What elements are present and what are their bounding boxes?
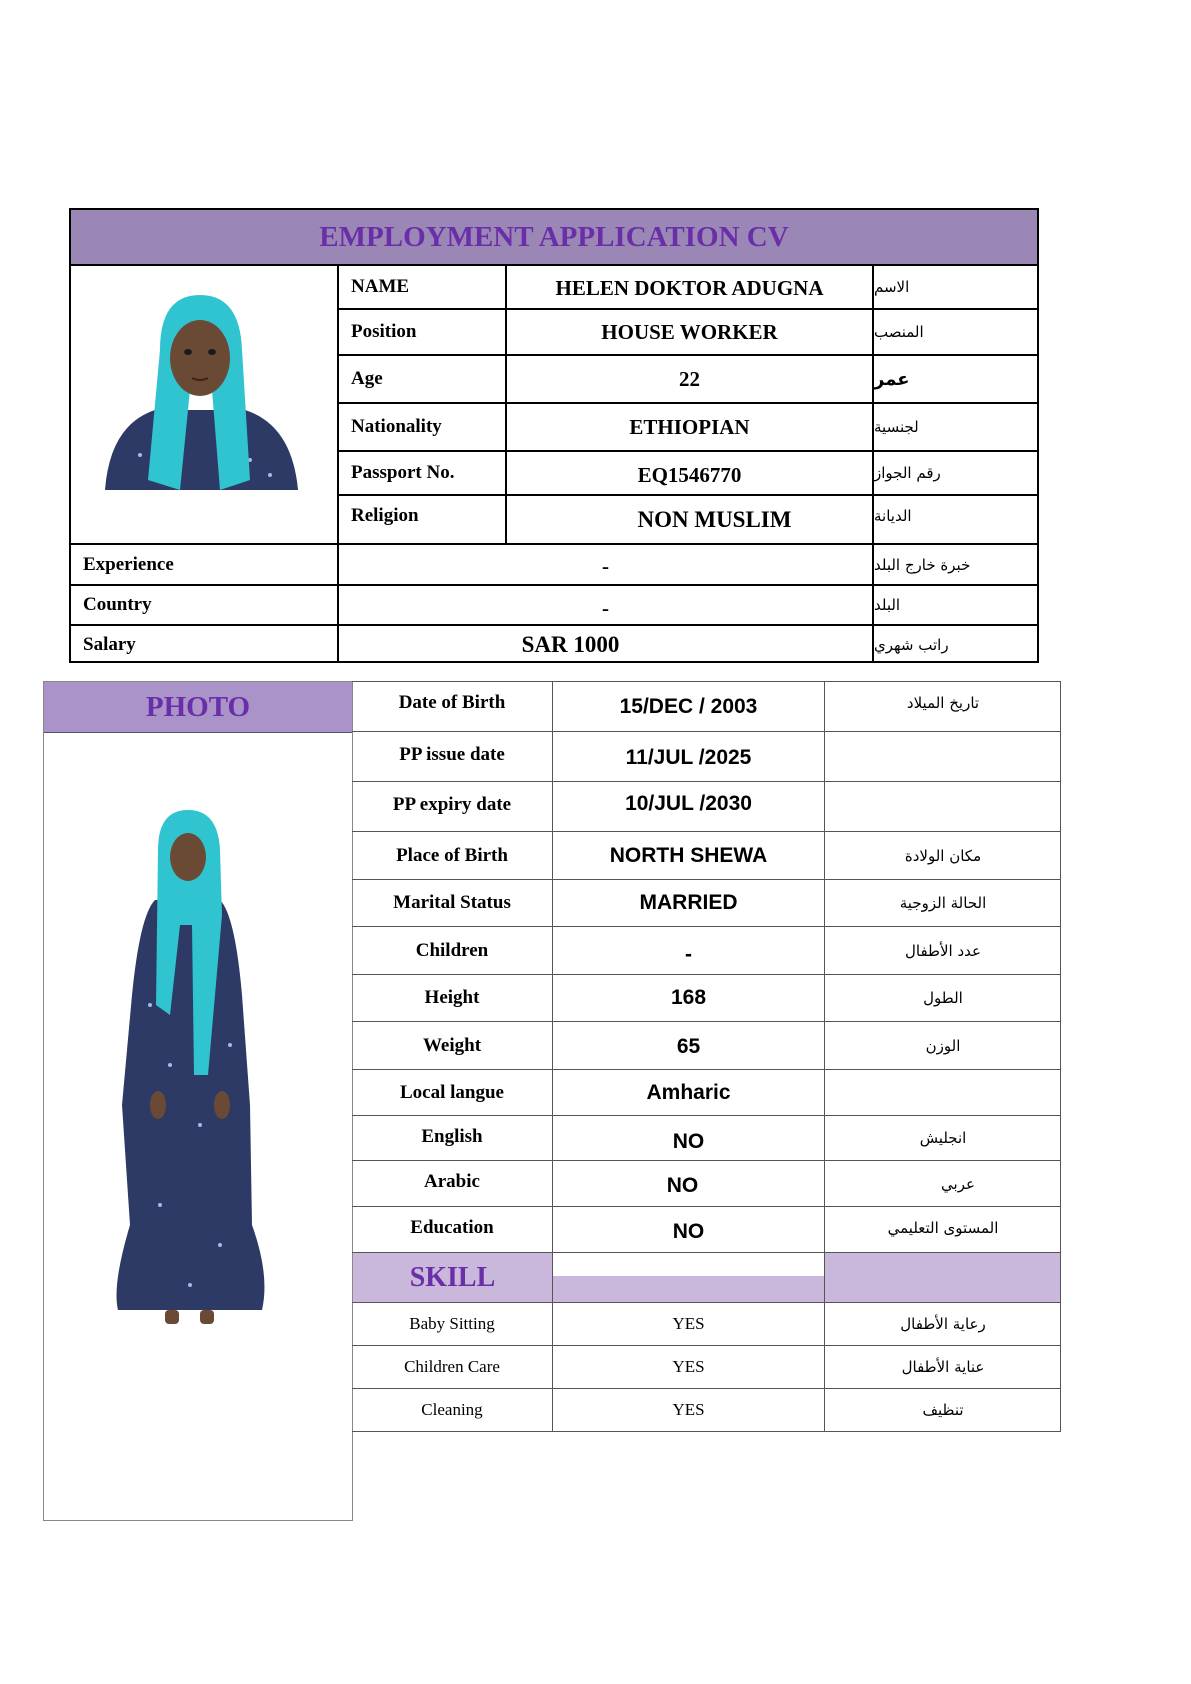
weight-value: 65: [676, 1034, 701, 1058]
place-of-birth-arabic: مكان الولادة: [904, 846, 982, 865]
children-arabic: عدد الأطفال: [905, 941, 981, 960]
nationality-label: Nationality: [351, 416, 442, 437]
passport-label: Passport No.: [351, 462, 455, 483]
religion-label: Religion: [351, 505, 419, 526]
arabic-arabic: عربي: [941, 1174, 975, 1193]
religion-value: NON MUSLIM: [637, 506, 792, 532]
position-arabic: المنصب: [874, 323, 924, 341]
passport-value: EQ1546770: [637, 462, 742, 487]
education-label: Education: [410, 1217, 494, 1238]
local-language-arabic: [825, 1070, 1061, 1115]
skill-children-care-value: YES: [672, 1357, 705, 1376]
english-label: English: [421, 1126, 483, 1147]
pp-expiry-value: 10/JUL /2030: [625, 792, 752, 815]
skill-cleaning-arabic: تنظيف: [922, 1401, 964, 1419]
skill-band-middle: [553, 1276, 824, 1302]
pp-expiry-label: PP expiry date: [392, 794, 512, 815]
pp-issue-value: 11/JUL /2025: [625, 746, 752, 769]
skill-cleaning-label: Cleaning: [421, 1400, 483, 1419]
country-arabic: البلد: [874, 596, 901, 614]
portrait-photo: [100, 290, 300, 490]
nationality-value: ETHIOPIAN: [629, 414, 750, 439]
height-value: 168: [670, 986, 707, 1009]
name-label: NAME: [351, 276, 410, 297]
arabic-label: Arabic: [424, 1171, 480, 1192]
weight-arabic: الوزن: [925, 1036, 961, 1055]
skill-cleaning-value: YES: [672, 1400, 705, 1419]
local-language-value: Amharic: [646, 1080, 731, 1104]
english-arabic: انجليش: [919, 1129, 967, 1147]
marital-status-arabic: الحالة الزوجية: [899, 894, 987, 912]
skill-baby-sitting-arabic: رعاية الأطفال: [900, 1315, 986, 1333]
passport-arabic: رقم الجواز: [874, 464, 941, 482]
name-value: HELEN DOKTOR ADUGNA: [555, 275, 824, 300]
marital-status-value: MARRIED: [639, 891, 738, 914]
children-value: -: [685, 942, 692, 966]
place-of-birth-label: Place of Birth: [396, 844, 508, 866]
cv-header: [71, 210, 1037, 264]
skill-title: SKILL: [409, 1261, 496, 1293]
country-value: -: [602, 595, 609, 620]
children-label: Children: [415, 939, 489, 961]
nationality-arabic: لجنسية: [874, 418, 919, 436]
education-value: NO: [672, 1220, 705, 1243]
salary-label: Salary: [83, 633, 136, 655]
photo-header: [44, 682, 352, 732]
age-value: 22: [679, 366, 700, 391]
skill-baby-sitting-label: Baby Sitting: [409, 1314, 495, 1333]
pp-issue-arabic: [825, 732, 1061, 781]
religion-arabic: الديانة: [874, 507, 912, 525]
salary-value: SAR 1000: [521, 631, 620, 657]
experience-arabic: خبرة خارج البلد: [874, 555, 971, 574]
height-arabic: الطول: [923, 989, 963, 1007]
arabic-value: NO: [666, 1174, 699, 1197]
name-arabic: الاسم: [874, 278, 910, 296]
education-arabic: المستوى التعليمي: [887, 1219, 999, 1237]
skill-children-care-arabic: عناية الأطفال: [901, 1358, 985, 1376]
skill-children-care-label: Children Care: [404, 1357, 500, 1376]
pp-expiry-arabic: [825, 782, 1061, 831]
dob-label: Date of Birth: [398, 692, 506, 713]
country-label: Country: [83, 594, 152, 615]
height-label: Height: [424, 987, 480, 1008]
dob-value: 15/DEC / 2003: [619, 694, 758, 718]
salary-arabic: راتب شهري: [874, 635, 949, 654]
experience-value: -: [602, 553, 609, 578]
position-label: Position: [351, 321, 417, 342]
full-body-photo: [110, 805, 270, 1330]
english-value: NO: [672, 1130, 705, 1153]
age-label: Age: [351, 368, 383, 389]
position-value: HOUSE WORKER: [601, 319, 778, 344]
local-language-label: Local langue: [400, 1081, 504, 1103]
marital-status-label: Marital Status: [393, 892, 511, 913]
weight-label: Weight: [422, 1034, 482, 1056]
experience-label: Experience: [83, 553, 174, 575]
skill-header: [353, 1253, 552, 1302]
pp-issue-label: PP issue date: [399, 743, 505, 765]
dob-arabic: تاريخ الميلاد: [906, 694, 980, 712]
skill-band-right: [825, 1253, 1060, 1302]
photo-title: PHOTO: [145, 690, 251, 723]
place-of-birth-value: NORTH SHEWA: [609, 843, 768, 867]
skill-baby-sitting-value: YES: [672, 1314, 705, 1333]
cv-title: EMPLOYMENT APPLICATION CV: [319, 220, 789, 253]
age-arabic: عمر: [874, 368, 910, 390]
